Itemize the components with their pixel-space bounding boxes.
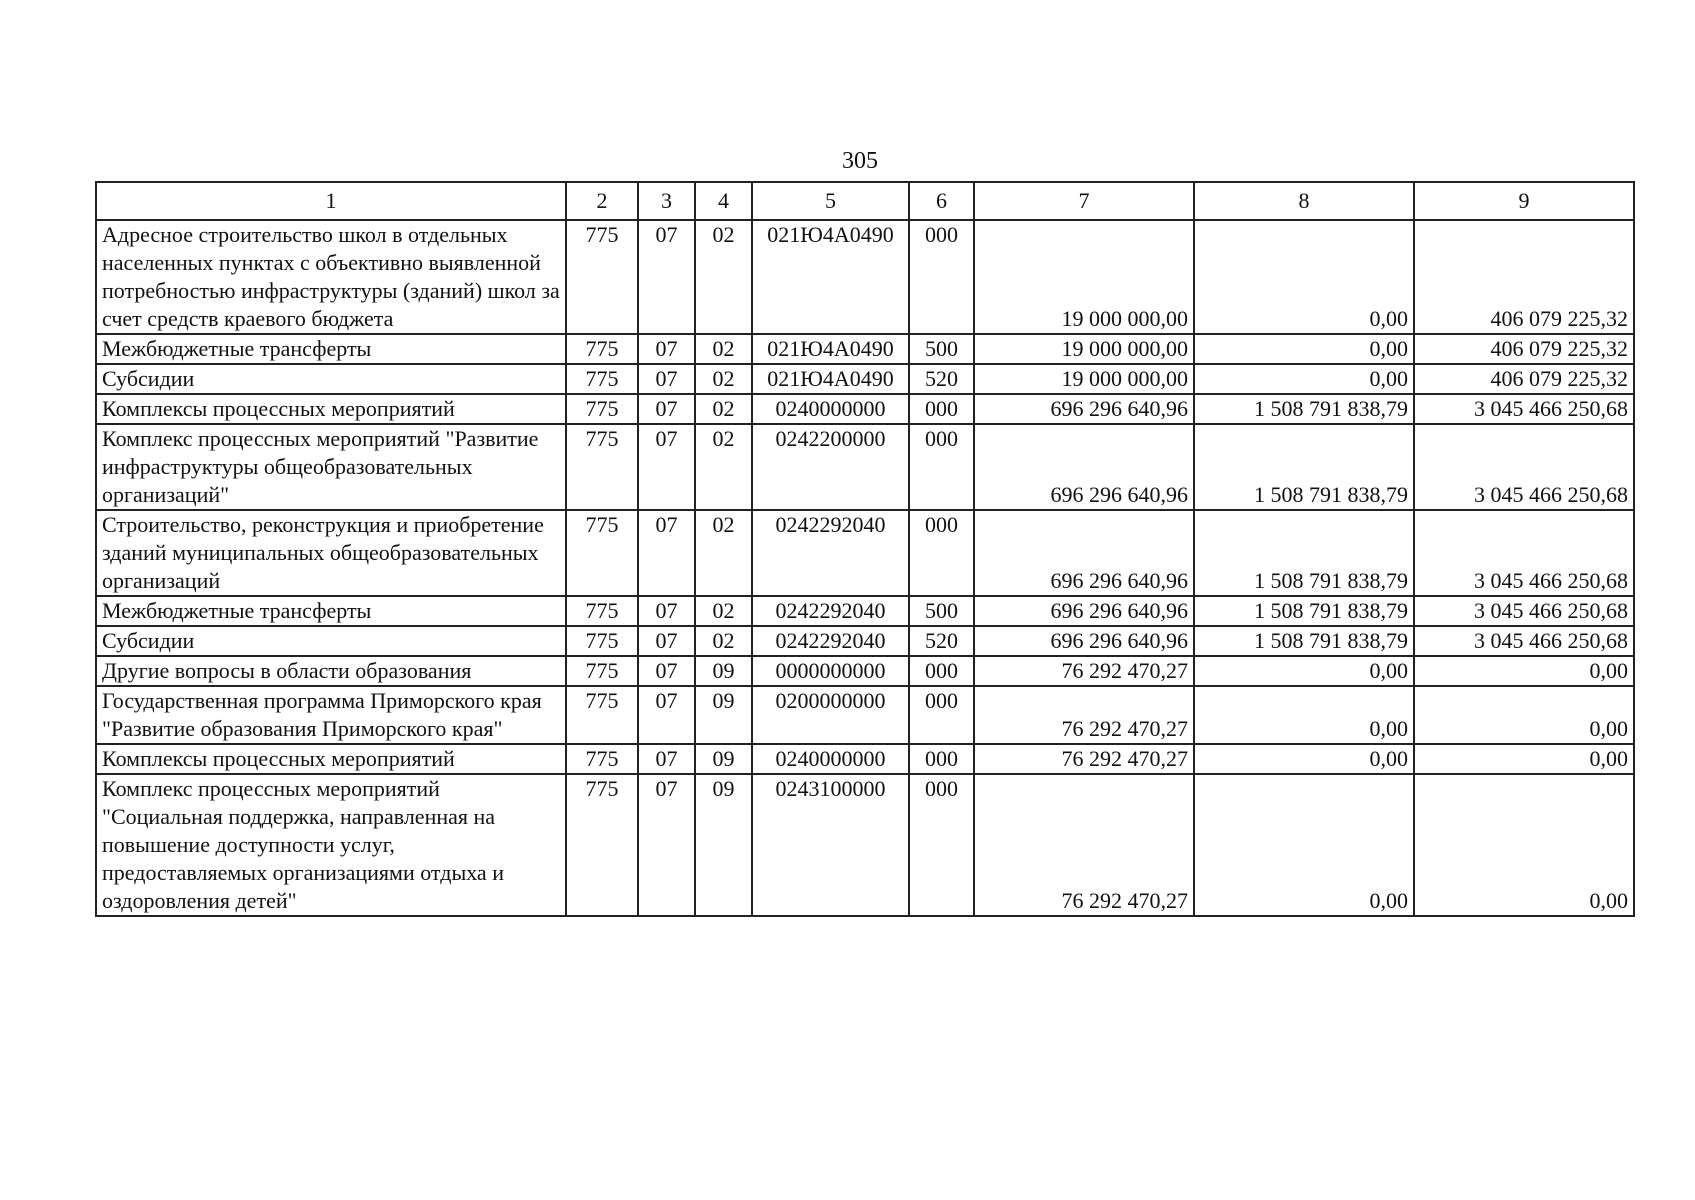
table-row	[96, 334, 1634, 364]
amount-col7: 696 296 640,96	[974, 424, 1194, 510]
table-row	[96, 656, 1634, 686]
amount-col8: 0,00	[1194, 686, 1414, 744]
amount-col7: 76 292 470,27	[974, 686, 1194, 744]
subsection-code: 02	[695, 626, 752, 656]
grbs-code: 775	[566, 334, 638, 364]
column-header: 5	[752, 182, 909, 220]
grbs-code: 775	[566, 394, 638, 424]
amount-col9: 3 045 466 250,68	[1414, 510, 1634, 596]
grbs-code: 775	[566, 220, 638, 334]
amount-col9: 0,00	[1414, 744, 1634, 774]
amount-col9: 0,00	[1414, 774, 1634, 916]
amount-col8: 0,00	[1194, 744, 1414, 774]
amount-col7: 76 292 470,27	[974, 744, 1194, 774]
section-code: 07	[638, 774, 695, 916]
amount-col7: 76 292 470,27	[974, 656, 1194, 686]
section-code: 07	[638, 626, 695, 656]
amount-col8: 0,00	[1194, 774, 1414, 916]
amount-col7: 696 296 640,96	[974, 626, 1194, 656]
expense-type-code: 000	[909, 220, 974, 334]
amount-col8: 1 508 791 838,79	[1194, 510, 1414, 596]
section-code: 07	[638, 394, 695, 424]
expense-type-code: 000	[909, 510, 974, 596]
subsection-code: 09	[695, 744, 752, 774]
target-article-code: 0243100000	[752, 774, 909, 916]
row-name: Комплексы процессных мероприятий	[96, 744, 566, 774]
amount-col9: 3 045 466 250,68	[1414, 394, 1634, 424]
budget-table	[95, 181, 1635, 917]
amount-col9: 406 079 225,32	[1414, 334, 1634, 364]
subsection-code: 09	[695, 774, 752, 916]
section-code: 07	[638, 744, 695, 774]
amount-col8: 1 508 791 838,79	[1194, 626, 1414, 656]
table-row	[96, 626, 1634, 656]
target-article-code: 0000000000	[752, 656, 909, 686]
amount-col7: 19 000 000,00	[974, 220, 1194, 334]
amount-col7: 696 296 640,96	[974, 510, 1194, 596]
section-code: 07	[638, 510, 695, 596]
expense-type-code: 520	[909, 626, 974, 656]
target-article-code: 0240000000	[752, 744, 909, 774]
target-article-code: 0242292040	[752, 626, 909, 656]
section-code: 07	[638, 364, 695, 394]
row-name: Комплексы процессных мероприятий	[96, 394, 566, 424]
target-article-code: 0240000000	[752, 394, 909, 424]
amount-col9: 406 079 225,32	[1414, 220, 1634, 334]
table-row	[96, 774, 1634, 916]
subsection-code: 02	[695, 220, 752, 334]
subsection-code: 02	[695, 364, 752, 394]
amount-col9: 406 079 225,32	[1414, 364, 1634, 394]
subsection-code: 09	[695, 686, 752, 744]
row-name: Адресное строительство школ в отдельных населенных пунктах с объективно выявленной потребностью инфраструктуры (зданий) школ за счет средств краевого бюджета	[96, 220, 566, 334]
amount-col8: 1 508 791 838,79	[1194, 394, 1414, 424]
amount-col8: 1 508 791 838,79	[1194, 596, 1414, 626]
subsection-code: 09	[695, 656, 752, 686]
target-article-code: 021Ю4А0490	[752, 364, 909, 394]
column-header: 1	[96, 182, 566, 220]
grbs-code: 775	[566, 596, 638, 626]
expense-type-code: 000	[909, 774, 974, 916]
row-name: Субсидии	[96, 364, 566, 394]
grbs-code: 775	[566, 686, 638, 744]
section-code: 07	[638, 220, 695, 334]
amount-col7: 696 296 640,96	[974, 596, 1194, 626]
row-name: Комплекс процессных мероприятий "Социальная поддержка, направленная на повышение доступности услуг, предоставляемых организациями отдыха и оздоровления детей"	[96, 774, 566, 916]
column-header: 7	[974, 182, 1194, 220]
amount-col8: 0,00	[1194, 334, 1414, 364]
grbs-code: 775	[566, 510, 638, 596]
grbs-code: 775	[566, 744, 638, 774]
section-code: 07	[638, 424, 695, 510]
table-row	[96, 364, 1634, 394]
page-number: 305	[842, 148, 878, 174]
table-row	[96, 596, 1634, 626]
row-name: Межбюджетные трансферты	[96, 596, 566, 626]
amount-col9: 3 045 466 250,68	[1414, 424, 1634, 510]
table-row	[96, 686, 1634, 744]
expense-type-code: 000	[909, 424, 974, 510]
amount-col9: 3 045 466 250,68	[1414, 626, 1634, 656]
target-article-code: 021Ю4А0490	[752, 334, 909, 364]
expense-type-code: 000	[909, 686, 974, 744]
amount-col8: 1 508 791 838,79	[1194, 424, 1414, 510]
amount-col7: 696 296 640,96	[974, 394, 1194, 424]
target-article-code: 0242200000	[752, 424, 909, 510]
target-article-code: 0242292040	[752, 596, 909, 626]
column-header: 3	[638, 182, 695, 220]
column-header: 9	[1414, 182, 1634, 220]
amount-col9: 0,00	[1414, 656, 1634, 686]
section-code: 07	[638, 686, 695, 744]
amount-col7: 76 292 470,27	[974, 774, 1194, 916]
table-row	[96, 424, 1634, 510]
row-name: Государственная программа Приморского края "Развитие образования Приморского края"	[96, 686, 566, 744]
subsection-code: 02	[695, 394, 752, 424]
table-row	[96, 394, 1634, 424]
row-name: Комплекс процессных мероприятий "Развитие инфраструктуры общеобразовательных организаций"	[96, 424, 566, 510]
grbs-code: 775	[566, 424, 638, 510]
amount-col7: 19 000 000,00	[974, 334, 1194, 364]
subsection-code: 02	[695, 334, 752, 364]
amount-col8: 0,00	[1194, 220, 1414, 334]
column-header: 2	[566, 182, 638, 220]
subsection-code: 02	[695, 424, 752, 510]
amount-col7: 19 000 000,00	[974, 364, 1194, 394]
table-header-row	[96, 182, 1634, 220]
grbs-code: 775	[566, 774, 638, 916]
table-row	[96, 510, 1634, 596]
expense-type-code: 500	[909, 334, 974, 364]
target-article-code: 021Ю4А0490	[752, 220, 909, 334]
row-name: Субсидии	[96, 626, 566, 656]
table-row	[96, 744, 1634, 774]
grbs-code: 775	[566, 626, 638, 656]
subsection-code: 02	[695, 596, 752, 626]
section-code: 07	[638, 656, 695, 686]
subsection-code: 02	[695, 510, 752, 596]
section-code: 07	[638, 596, 695, 626]
column-header: 4	[695, 182, 752, 220]
expense-type-code: 520	[909, 364, 974, 394]
amount-col8: 0,00	[1194, 364, 1414, 394]
amount-col9: 0,00	[1414, 686, 1634, 744]
amount-col9: 3 045 466 250,68	[1414, 596, 1634, 626]
column-header: 8	[1194, 182, 1414, 220]
amount-col8: 0,00	[1194, 656, 1414, 686]
expense-type-code: 000	[909, 394, 974, 424]
row-name: Другие вопросы в области образования	[96, 656, 566, 686]
grbs-code: 775	[566, 364, 638, 394]
row-name: Строительство, реконструкция и приобретение зданий муниципальных общеобразовательных организаций	[96, 510, 566, 596]
section-code: 07	[638, 334, 695, 364]
expense-type-code: 000	[909, 744, 974, 774]
column-header: 6	[909, 182, 974, 220]
grbs-code: 775	[566, 656, 638, 686]
table-row	[96, 220, 1634, 334]
expense-type-code: 500	[909, 596, 974, 626]
expense-type-code: 000	[909, 656, 974, 686]
target-article-code: 0242292040	[752, 510, 909, 596]
target-article-code: 0200000000	[752, 686, 909, 744]
row-name: Межбюджетные трансферты	[96, 334, 566, 364]
